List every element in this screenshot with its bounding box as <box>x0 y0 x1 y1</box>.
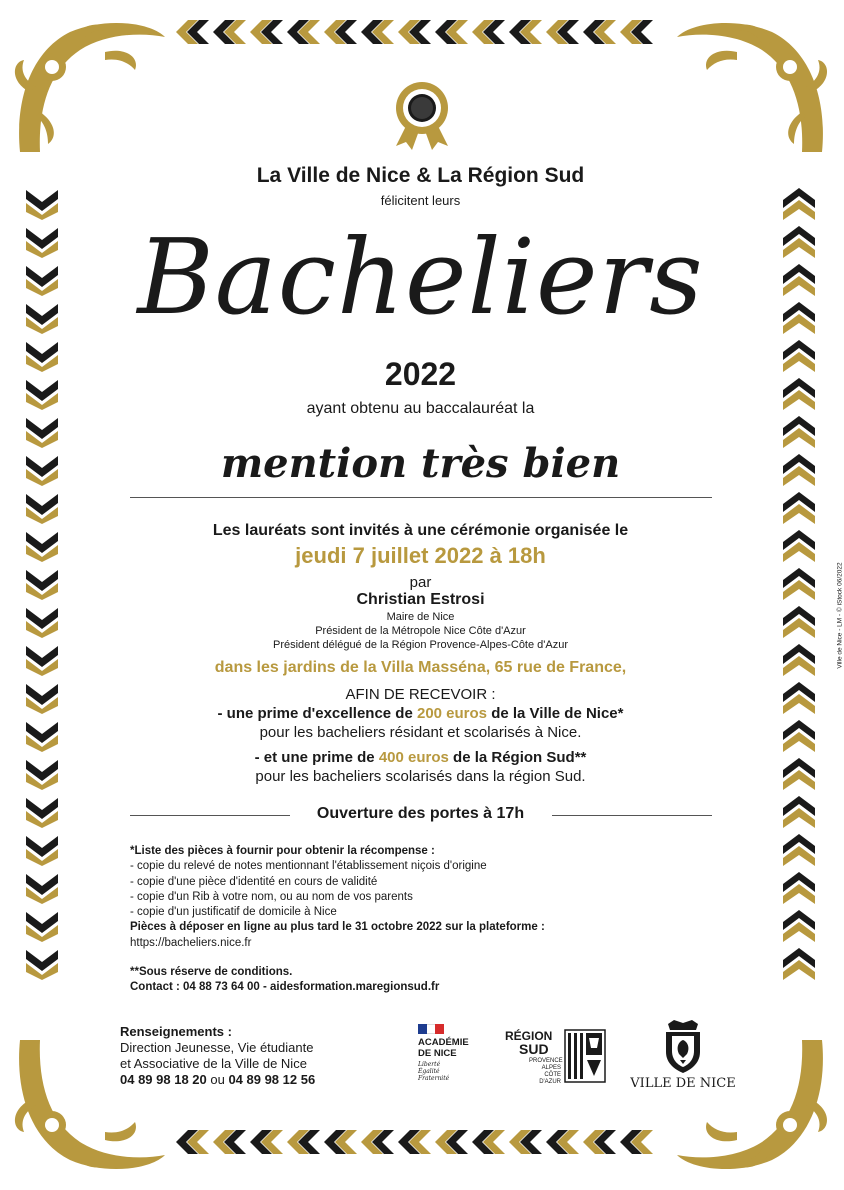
chevron-icon <box>783 834 815 866</box>
chevron-icon <box>546 1130 579 1154</box>
info-or: ou <box>206 1072 229 1087</box>
year-text: 2022 <box>384 356 457 392</box>
invitation-intro: Les lauréats sont invités à une cérémonie organisée le <box>212 522 629 539</box>
chevron-icon <box>176 20 209 44</box>
academie-line-2: DE NICE <box>418 1048 457 1059</box>
chevron-icon <box>546 20 579 44</box>
ceremony-date: jeudi 7 juillet 2022 à 18h <box>295 543 546 568</box>
chevron-icon <box>783 872 815 904</box>
documents-item: - copie d'un justificatif de domicile à Nice <box>130 906 337 919</box>
chevron-icon <box>472 1130 505 1154</box>
chevron-icon <box>583 1130 616 1154</box>
documents-item: - copie d'un Rib à votre nom, ou au nom de vos parents <box>130 890 413 903</box>
chevron-icon <box>26 834 58 866</box>
ornament-top-left-icon <box>10 12 170 162</box>
medal-icon <box>386 80 458 150</box>
chevron-icon <box>287 1130 320 1154</box>
chevron-icon <box>26 492 58 524</box>
region-line-2: SUD <box>519 1041 549 1057</box>
chevron-icon <box>509 1130 542 1154</box>
academie-logo <box>418 1024 484 1082</box>
main-title: Bacheliers <box>137 216 704 338</box>
prime-1-desc: pour les bacheliers résidant et scolarisés à Nice. <box>259 724 582 741</box>
chevron-icon <box>783 910 815 942</box>
documents-list <box>130 844 650 996</box>
chevron-icon <box>583 20 616 44</box>
region-sud-logo <box>505 1030 615 1085</box>
documents-item: - copie du relevé de notes mentionnant l'établissement niçois d'origine <box>130 860 487 873</box>
academie-motto-1: Liberté <box>418 1061 441 1068</box>
info-line-2: et Associative de la Ville de Nice <box>120 1056 307 1071</box>
chevron-icon <box>26 948 58 980</box>
chevron-icon <box>361 1130 394 1154</box>
contact-text: Contact : 04 88 73 64 00 - aidesformation.maregionsud.fr <box>130 981 440 994</box>
chevron-icon <box>324 20 357 44</box>
info-heading: Renseignements : <box>120 1024 232 1039</box>
chevron-icon <box>435 20 468 44</box>
congrats-text: félicitent leurs <box>380 193 461 208</box>
documents-heading: *Liste des pièces à fournir pour obtenir la récompense : <box>130 845 435 857</box>
receive-text: AFIN DE RECEVOIR : <box>345 686 496 703</box>
chevron-icon <box>509 20 542 44</box>
region-sub-3: CÔTE D'AZUR <box>539 1072 561 1085</box>
prime-1-pre: - une prime d'excellence de <box>217 705 417 722</box>
host-title-2: Président de la Métropole Nice Côte d'Azur <box>315 625 526 637</box>
ville-de-nice-label: VILLE DE NICE <box>630 1076 736 1091</box>
region-sub-2: ALPES <box>541 1065 561 1071</box>
obtained-text: ayant obtenu au baccalauréat la <box>306 400 535 417</box>
location-text: dans les jardins de la Villa Masséna, 65 rue de France, <box>214 659 627 676</box>
chevron-icon <box>361 20 394 44</box>
region-sub-1: PROVENCE <box>529 1058 563 1064</box>
chevron-icon <box>287 20 320 44</box>
chevron-icon <box>620 1130 653 1154</box>
info-block <box>120 1024 315 1088</box>
info-phone-1: 04 89 98 18 20 <box>120 1072 207 1087</box>
by-text: par <box>409 574 432 591</box>
chevron-icon <box>176 1130 209 1154</box>
prime-2 <box>0 749 841 766</box>
academie-motto-3: Fraternité <box>418 1075 450 1082</box>
host-name: Christian Estrosi <box>356 591 485 608</box>
documents-item: - copie d'une pièce d'identité en cours de validité <box>130 875 378 888</box>
prime-2-post: de la Région Sud** <box>448 749 587 766</box>
ornament-top-right-icon <box>672 12 832 162</box>
chevron-icon <box>398 1130 431 1154</box>
deadline-text: Pièces à déposer en ligne au plus tard le 31 octobre 2022 sur la plateforme : <box>130 921 545 934</box>
divider-top <box>130 497 712 498</box>
divider-right <box>552 815 712 816</box>
region-emblem-icon <box>565 1030 605 1082</box>
chevron-icon <box>250 20 283 44</box>
nice-coat-of-arms-icon <box>660 1018 706 1074</box>
doors-text: Ouverture des portes à 17h <box>316 805 525 822</box>
bottom-chevron-border <box>176 1130 653 1154</box>
chevron-icon <box>783 492 815 524</box>
chevron-icon <box>398 20 431 44</box>
prime-1-amount: 200 euros <box>416 705 488 722</box>
chevron-icon <box>324 1130 357 1154</box>
info-phones <box>120 1072 315 1088</box>
prime-2-pre: - et une prime de <box>254 749 379 766</box>
chevron-icon <box>213 1130 246 1154</box>
prime-2-desc: pour les bacheliers scolarisés dans la région Sud. <box>255 768 586 785</box>
chevron-icon <box>26 910 58 942</box>
academie-motto-2: Égalité <box>418 1068 440 1075</box>
chevron-icon <box>783 948 815 980</box>
academie-line-1: ACADÉMIE <box>418 1037 469 1048</box>
host-title-3: Président délégué de la Région Provence-Alpes-Côte d'Azur <box>273 639 568 651</box>
organizers-title: La Ville de Nice & La Région Sud <box>256 164 585 187</box>
conditions-text: **Sous réserve de conditions. <box>130 966 293 979</box>
mention-text: mention très bien <box>220 440 621 487</box>
credit-text: Ville de Nice - LM - © iStock 06/2022 <box>836 562 844 669</box>
chevron-icon <box>620 20 653 44</box>
chevron-icon <box>472 20 505 44</box>
prime-1-post: de la Ville de Nice* <box>487 705 624 722</box>
prime-1 <box>0 705 841 722</box>
chevron-icon <box>26 872 58 904</box>
host-title-1: Maire de Nice <box>386 611 455 623</box>
chevron-icon <box>213 20 246 44</box>
info-phone-2: 04 89 98 12 56 <box>228 1072 316 1087</box>
region-line-1: RÉGION <box>505 1029 553 1043</box>
info-line-1: Direction Jeunesse, Vie étudiante <box>120 1040 314 1055</box>
chevron-icon <box>435 1130 468 1154</box>
top-chevron-border <box>176 20 653 44</box>
chevron-icon <box>250 1130 283 1154</box>
french-flag-icon <box>418 1024 444 1034</box>
prime-2-amount: 400 euros <box>378 749 449 766</box>
platform-link[interactable]: https://bacheliers.nice.fr <box>130 936 252 949</box>
